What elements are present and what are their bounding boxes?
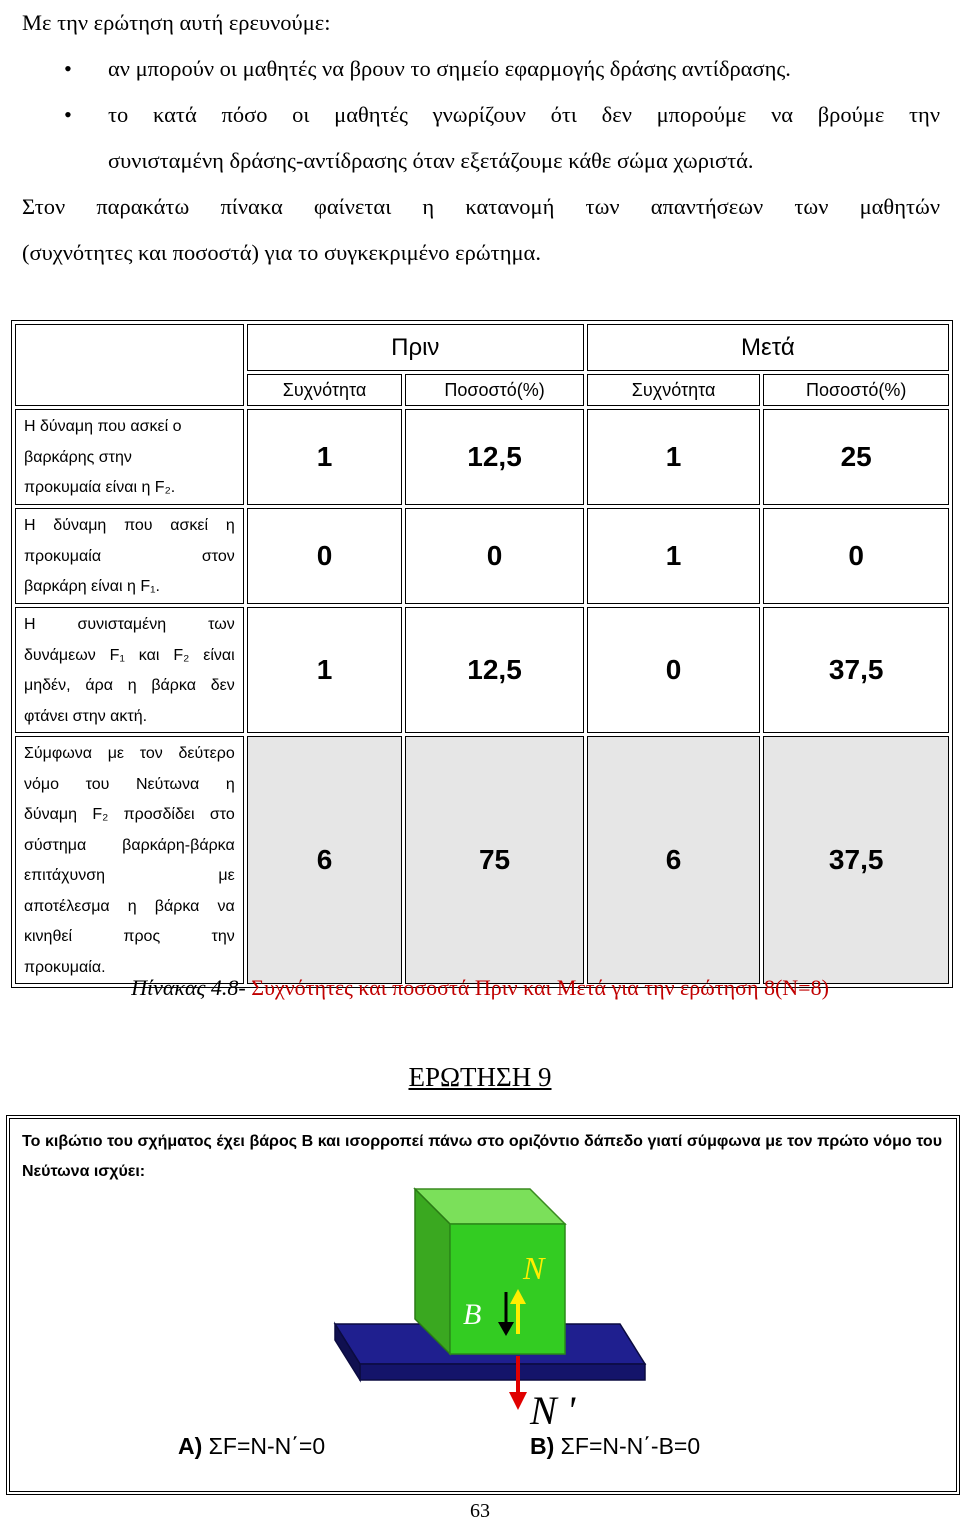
header-percent: Ποσοστό(%) <box>405 374 584 406</box>
table-row <box>15 409 949 505</box>
table-row <box>15 508 949 604</box>
cell-value: 0 <box>405 508 584 604</box>
label-N: N <box>523 1250 545 1286</box>
label-line: προκυμαία. <box>24 958 106 976</box>
question-text: Το κιβώτιο του σχήματος έχει βάρος Β και ισορροπεί πάνω στο οριζόντιο δάπεδο γιατί σύμφωνα με τον πρώτο νόμο του Νεύτωνα ισχύει: <box>22 1133 942 1180</box>
label-line: Η δύναμη που ασκεί η <box>24 517 235 535</box>
label-line: δυνάμεων F₁ και F₂ είναι <box>24 646 235 664</box>
caption-label: Πίνακας 4.8- <box>131 975 246 1000</box>
header-before: Πριν <box>247 324 584 371</box>
intro-line: Με την ερώτηση αυτή ερευνούμε: <box>22 10 331 35</box>
label-line: δύναμη F₂ προσδίδει στο <box>24 806 235 823</box>
label-line: Σύμφωνα με τον δεύτερο <box>24 745 235 762</box>
option-b-letter: Β) <box>530 1433 555 1459</box>
label-line: σύστημα βαρκάρη-βάρκα <box>24 836 235 854</box>
bullet-continuation: συνισταμένη δράσης-αντίδρασης όταν εξετάζουμε κάθε σώμα χωριστά. <box>108 148 754 173</box>
header-frequency: Συχνότητα <box>247 374 403 406</box>
header-frequency: Συχνότητα <box>587 374 761 406</box>
cell-value: 0 <box>247 508 403 604</box>
floor-front <box>360 1364 645 1380</box>
row-label <box>15 607 244 733</box>
cell-value: 6 <box>247 736 403 984</box>
cell-value: 12,5 <box>405 409 584 505</box>
label-line: προκυμαία είναι η F₂. <box>24 479 176 497</box>
option-a-letter: Α) <box>178 1433 203 1459</box>
row-label <box>15 409 244 505</box>
cell-value: 1 <box>247 409 403 505</box>
table-row <box>15 607 949 733</box>
label-line: προκυμαία στον <box>24 547 235 565</box>
label-line: μηδέν, άρα η βάρκα δεν <box>24 677 235 694</box>
label-B: B <box>463 1298 482 1331</box>
cell-value: 25 <box>763 409 949 505</box>
cell-value: 12,5 <box>405 607 584 733</box>
option-b <box>530 1433 700 1460</box>
cell-value: 1 <box>587 508 761 604</box>
cell-value: 1 <box>247 607 403 733</box>
table-corner-cell <box>15 324 244 406</box>
results-table <box>11 320 953 988</box>
label-line: νόμο του Νεύτωνα η <box>24 775 235 793</box>
row-label <box>15 736 244 984</box>
intro-section <box>22 0 940 276</box>
cell-value: 0 <box>587 607 761 733</box>
label-line: βαρκάρη είναι η F₁. <box>24 578 160 596</box>
label-line: αποτέλεσμα η βάρκα να <box>24 897 235 915</box>
bullet-dot-icon: • <box>64 102 72 127</box>
reaction-arrow-head-icon <box>509 1392 527 1410</box>
label-line: επιτάχυνση με <box>24 867 235 884</box>
question-box <box>6 1115 960 1495</box>
cell-value: 6 <box>587 736 761 984</box>
label-N-prime: N ' <box>530 1388 576 1433</box>
header-percent: Ποσοστό(%) <box>763 374 949 406</box>
cell-value: 0 <box>763 508 949 604</box>
label-line: Η δύναμη που ασκεί ο <box>24 418 182 436</box>
bullet-text: το κατά πόσο οι μαθητές γνωρίζουν ότι δεν μπορούμε να βρούμε την <box>108 102 940 127</box>
cell-value: 1 <box>587 409 761 505</box>
cell-value: 37,5 <box>763 607 949 733</box>
bullet-item <box>22 46 940 92</box>
label-line: κινηθεί προς την <box>24 928 235 945</box>
row-label <box>15 508 244 604</box>
bullet-item <box>22 92 940 138</box>
page-number: 63 <box>470 1500 490 1522</box>
table-caption <box>0 975 960 1001</box>
box-on-floor-diagram <box>320 1184 650 1429</box>
label-line: φτάνει στην ακτή. <box>24 707 148 725</box>
header-after: Μετά <box>587 324 949 371</box>
option-a <box>178 1433 325 1460</box>
box-front <box>450 1224 565 1354</box>
cell-value: 37,5 <box>763 736 949 984</box>
bullet-dot-icon: • <box>64 56 72 81</box>
bullet-text: αν μπορούν οι μαθητές να βρουν το σημείο εφαρμογής δράσης αντίδρασης. <box>108 56 791 81</box>
option-a-text: ΣF=N-N΄=0 <box>202 1433 326 1459</box>
caption-text: Συχνότητες και ποσοστά Πριν και Μετά για την ερώτηση 8(Ν=8) <box>245 975 829 1000</box>
label-line: Η συνισταμένη των <box>24 616 235 633</box>
option-b-text: ΣF=N-N΄-B=0 <box>554 1433 701 1459</box>
label-line: βαρκάρης στην <box>24 448 132 466</box>
paragraph-line: Στον παρακάτω πίνακα φαίνεται η κατανομή των απαντήσεων των μαθητών <box>22 194 940 219</box>
table-row <box>15 736 949 984</box>
cell-value: 75 <box>405 736 584 984</box>
question-title: ΕΡΩΤΗΣΗ 9 <box>408 1062 552 1092</box>
paragraph-line: (συχνότητες και ποσοστά) για το συγκεκριμένο ερώτημα. <box>22 240 541 265</box>
